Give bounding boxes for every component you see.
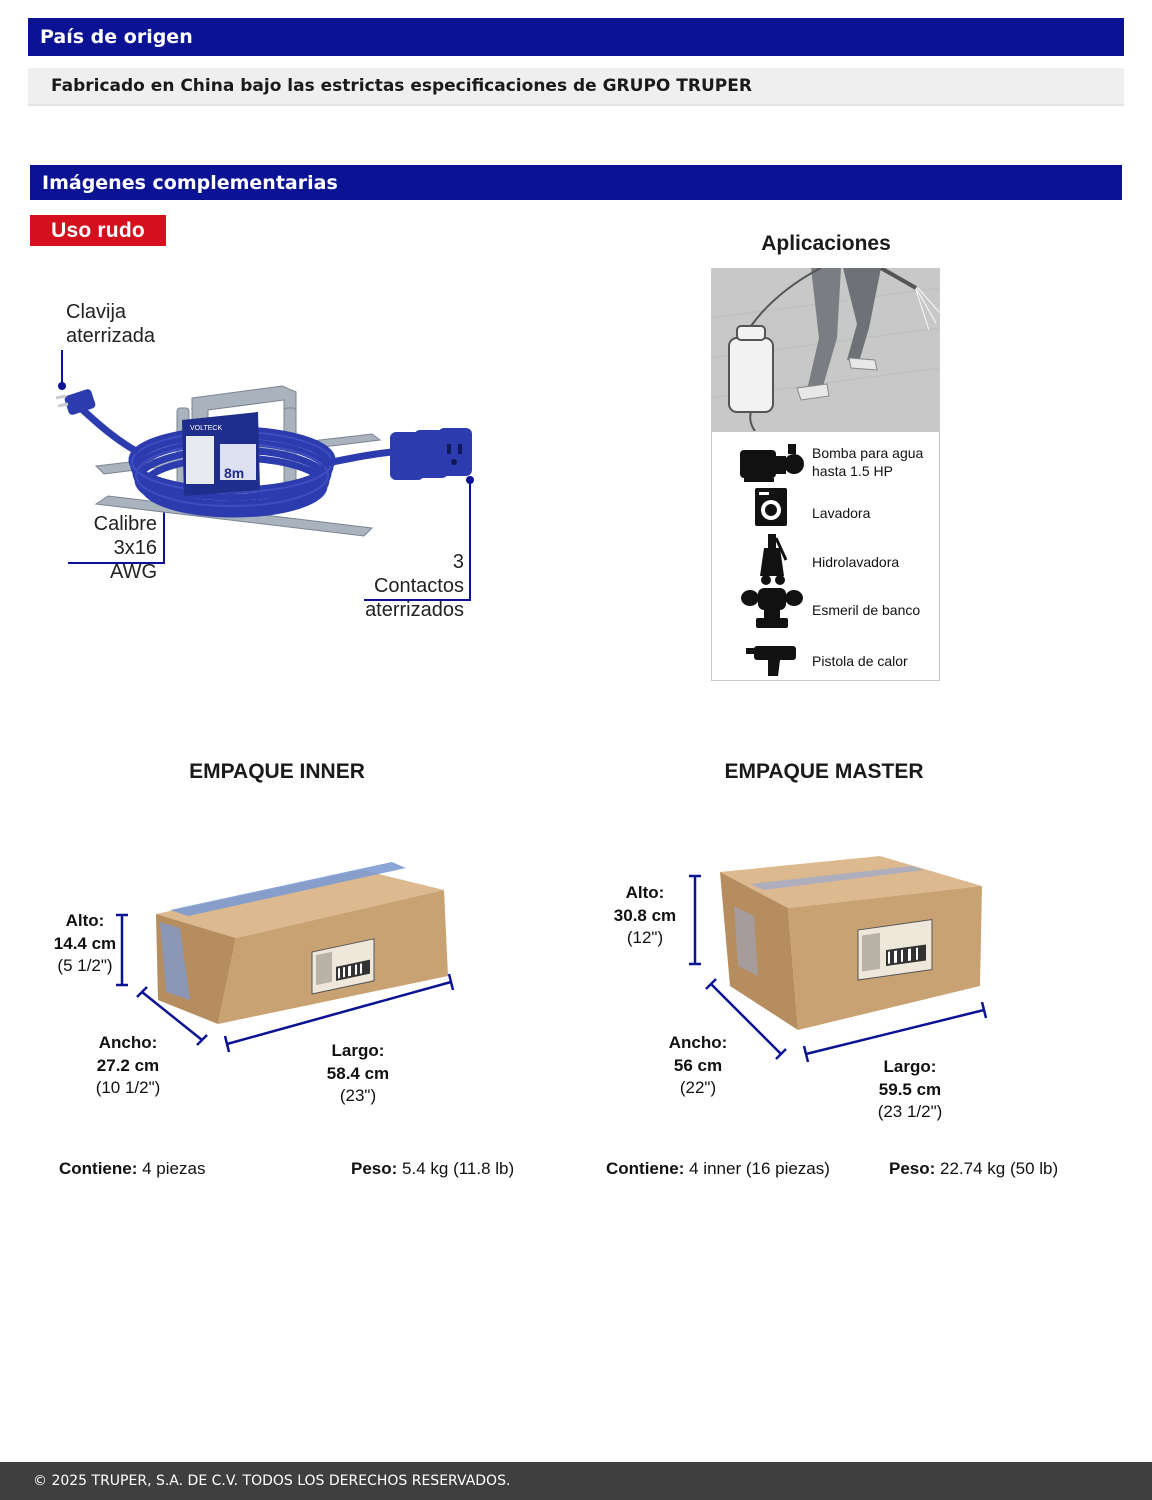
inner-width-metric: 27.2 cm [96,1056,160,1075]
master-height-title: Alto: [625,883,665,902]
heavy-duty-badge-label: Uso rudo [51,218,145,242]
pressure-washing-scene [711,268,940,431]
master-weight-value: 22.74 kg (50 lb) [940,1159,1059,1178]
master-height-label [600,882,690,949]
application-label [812,601,920,619]
inner-weight-value: 5.4 kg (11.8 lb) [402,1159,515,1178]
callout-plug-line1: Clavija [66,301,127,323]
application-label [812,652,908,670]
callout-contacts-line2: aterrizados [365,599,464,621]
master-weight-label: Peso: [889,1159,936,1178]
application-label-line: Pistola de calor [812,653,908,669]
inner-width-imperial: (10 1/2") [95,1078,161,1097]
application-label-line: hasta 1.5 HP [812,463,893,479]
master-contents [606,1159,830,1179]
inner-pack-title: EMPAQUE INNER [189,760,365,783]
applications-photo [711,268,940,431]
application-label [812,444,923,480]
application-label-line: Bomba para agua [812,445,924,461]
application-label [812,553,899,571]
master-dimension-lines [0,860,1000,1060]
origin-text: Fabricado en China bajo las estrictas especificaciones de GRUPO TRUPER [51,76,752,96]
master-height-imperial: (12") [626,928,664,947]
callout-gauge-line1: Calibre [93,513,157,535]
extension-cord-reel-image [52,378,512,548]
applications-title: Aplicaciones [761,232,891,255]
master-contents-value: 4 inner (16 piezas) [689,1159,830,1178]
application-item [712,486,941,536]
master-length-title: Largo: [883,1057,937,1076]
master-length-label [860,1056,960,1123]
application-item [712,584,941,634]
pressure-washer-icon [756,532,790,586]
application-item [712,438,941,488]
master-pack-title: EMPAQUE MASTER [724,760,924,783]
master-width-title: Ancho: [668,1033,728,1052]
application-label [812,504,870,522]
inner-length-title: Largo: [331,1041,385,1060]
callout-contacts-line1: 3 Contactos [373,551,464,597]
footer-copyright: © 2025 TRUPER, S.A. DE C.V. TODOS LOS DERECHOS RESERVADOS. [33,1473,511,1489]
callout-plug-line2: aterrizada [66,325,155,347]
inner-width-title: Ancho: [98,1033,158,1052]
master-width-imperial: (22") [679,1078,717,1097]
images-header-title: Imágenes complementarias [42,171,338,194]
washing-machine-icon [753,486,789,528]
heat-gun-icon [744,642,800,678]
master-weight [889,1159,1058,1179]
footer [0,1462,1152,1500]
master-width-metric: 56 cm [673,1056,723,1075]
master-contents-label: Contiene: [606,1159,685,1178]
inner-length-imperial: (23") [339,1086,377,1105]
product-label-brand: VOLTECK [190,425,223,432]
callout-gauge-line2: 3x16 AWG [109,537,157,583]
application-item [712,636,941,686]
inner-height-imperial: (5 1/2") [57,956,113,975]
water-pump-icon [738,440,808,484]
applications-list [711,431,940,681]
master-height-metric: 30.8 cm [613,906,677,925]
inner-length-metric: 58.4 cm [326,1064,390,1083]
application-label-line: Esmeril de banco [812,602,921,618]
application-label-line: Hidrolavadora [812,554,900,570]
master-length-imperial: (23 1/2") [877,1102,943,1121]
master-length-metric: 59.5 cm [878,1080,942,1099]
origin-header-title: País de origen [40,26,193,48]
product-label-length: 8m [224,465,245,481]
callout-leader-lines [0,0,1152,700]
bench-grinder-icon [740,582,804,630]
application-item [712,532,941,582]
inner-height-title: Alto: [65,911,105,930]
inner-weight [351,1159,514,1179]
inner-contents-value: 4 piezas [142,1159,206,1178]
application-label-line: Lavadora [812,505,871,521]
master-width-label [648,1032,748,1099]
inner-contents-label: Contiene: [59,1159,138,1178]
inner-contents [59,1159,205,1179]
inner-height-metric: 14.4 cm [53,934,117,953]
inner-weight-label: Peso: [351,1159,398,1178]
